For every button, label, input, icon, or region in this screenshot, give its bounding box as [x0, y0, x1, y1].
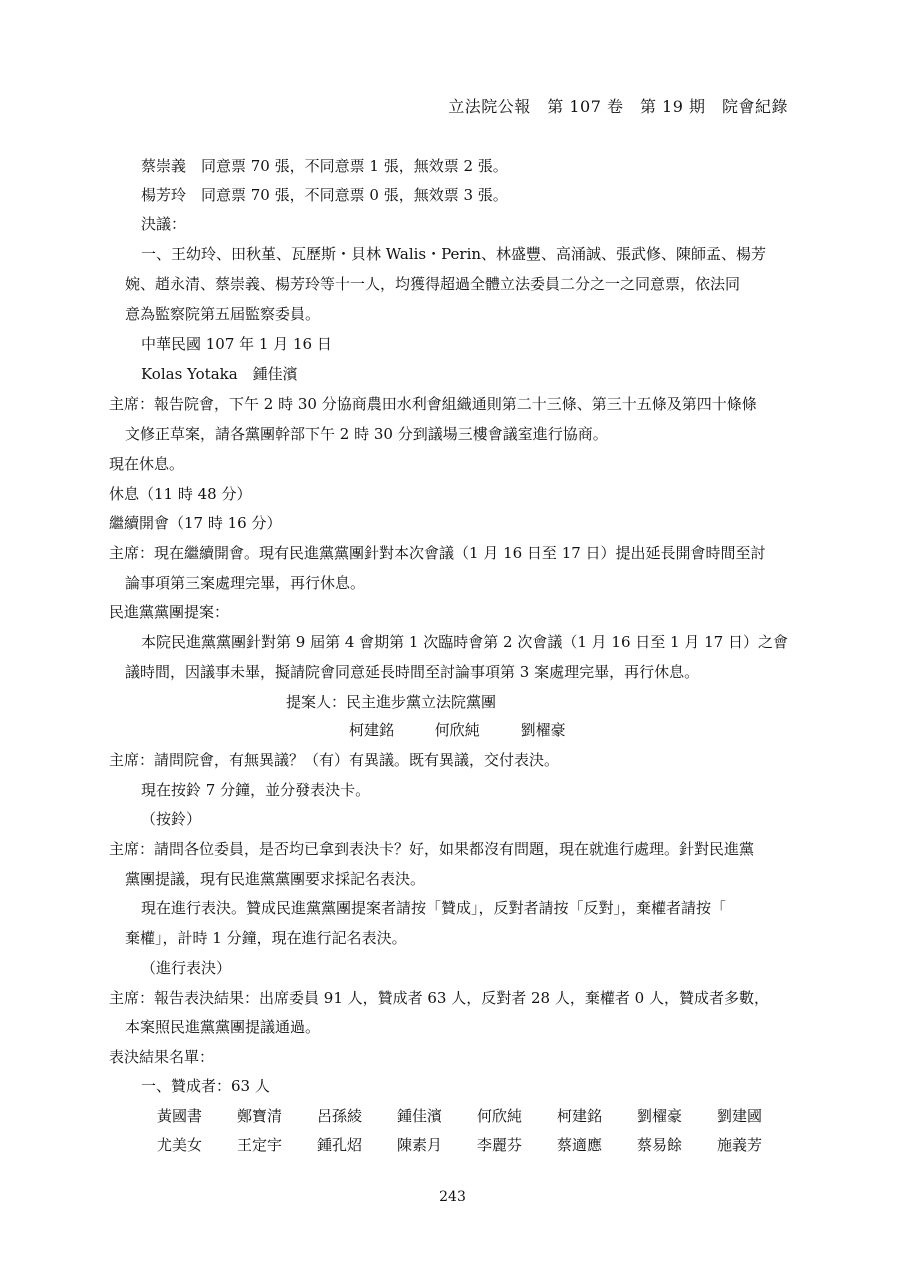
voter-name: 施義芳: [717, 1136, 763, 1154]
resolution-line-1: 一、王幼玲、田秋堇、瓦歷斯・貝林 Walis・Perin、林盛豐、高涌誠、張武修、陳師孟、楊芳: [141, 245, 767, 263]
vote-instruction-1: 現在進行表決。贊成民進黨黨團提案者請按「贊成」，反對者請按「反對」，棄權者請按「: [141, 899, 727, 917]
voter-name: 尤美女: [157, 1136, 203, 1154]
result-list-label: 表決結果名單：: [109, 1048, 215, 1066]
proposer-name: 柯建銘: [349, 721, 395, 739]
resume-time: 繼續開會（17 時 16 分）: [109, 514, 282, 532]
voter-name: 李麗芬: [477, 1136, 523, 1154]
vote-instruction-2: 棄權」，計時 1 分鐘，現在進行記名表決。: [125, 929, 407, 947]
voter-name: 王定宇: [237, 1136, 283, 1154]
yes-voters-label: 一、贊成者：63 人: [141, 1077, 270, 1095]
vote-result-tsai: 蔡崇義 同意票 70 張，不同意票 1 張，無效票 2 張。: [141, 157, 508, 175]
resolution-line-2: 婉、趙永清、蔡崇義、楊芳玲等十一人，均獲得超過全體立法委員二分之一之同意票，依法同: [125, 275, 741, 293]
recess-now: 現在休息。: [109, 455, 185, 473]
voter-name: 呂孫綾: [317, 1107, 363, 1125]
yes-voters-row: [157, 1135, 797, 1155]
proposal-line-1: 本院民進黨黨團針對第 9 屆第 4 會期第 1 次臨時會第 2 次會議（1 月 16 日至 1 月 17 日）之會: [141, 633, 788, 651]
resolution-date: 中華民國 107 年 1 月 16 日: [141, 335, 332, 353]
voter-name: 劉建國: [717, 1107, 763, 1125]
proposer-name: 劉櫂豪: [520, 721, 566, 739]
chair-statement-1b: 文修正草案，請各黨團幹部下午 2 時 30 分到議場三樓會議室進行協商。: [125, 425, 608, 443]
voter-name: 黃國書: [157, 1107, 203, 1125]
voter-name: 蔡適應: [557, 1136, 603, 1154]
chair-statement-5b: 本案照民進黨黨團提議通過。: [125, 1018, 321, 1036]
page-header: 立法院公報 第 107 卷 第 19 期 院會紀錄: [448, 97, 788, 116]
chair-statement-2a: 主席：現在繼續開會。現有民進黨黨團針對本次會議（1 月 16 日至 17 日）提出延長開會時間至討: [109, 544, 766, 562]
voter-name: 鍾孔炤: [317, 1136, 363, 1154]
proposer: 提案人：民主進步黨立法院黨團: [286, 693, 497, 711]
chair-statement-3: 主席：請問院會，有無異議？（有）有異議。既有異議，交付表決。: [109, 751, 560, 769]
chair-statement-4a: 主席：請問各位委員，是否均已拿到表決卡？好，如果都沒有問題，現在就進行處理。針對民進黨: [109, 840, 755, 858]
bell-instruction: 現在按鈴 7 分鐘，並分發表決卡。: [141, 781, 371, 799]
chair-statement-1a: 主席：報告院會，下午 2 時 30 分協商農田水利會組織通則第二十三條、第三十五條及第四十條條: [109, 395, 757, 413]
proposer-name: 何欣純: [434, 721, 480, 739]
chair-statement-5a: 主席：報告表決結果：出席委員 91 人，贊成者 63 人，反對者 28 人，棄權者 0 人，贊成者多數，: [109, 989, 769, 1007]
voter-name: 陳素月: [397, 1136, 443, 1154]
voter-name: 劉櫂豪: [637, 1107, 683, 1125]
chair-statement-2b: 論事項第三案處理完畢，再行休息。: [125, 574, 366, 592]
voter-name: 鄭寶清: [237, 1107, 283, 1125]
voter-name: 蔡易餘: [637, 1136, 683, 1154]
voter-name: 何欣純: [477, 1107, 523, 1125]
dpp-proposal-label: 民進黨黨團提案：: [109, 603, 230, 621]
resolution-line-3: 意為監察院第五屆監察委員。: [125, 305, 321, 323]
resolution-label: 決議：: [141, 215, 187, 233]
bell-note: （按鈴）: [141, 810, 202, 828]
resolution-signers: Kolas Yotaka 鍾佳濱: [141, 365, 298, 383]
yes-voters-row: [157, 1106, 797, 1126]
page-number: 243: [439, 1189, 466, 1205]
voter-name: 鍾佳濱: [397, 1107, 443, 1125]
chair-statement-4b: 黨團提議，現有民進黨黨團要求採記名表決。: [125, 870, 426, 888]
voter-name: 柯建銘: [557, 1107, 603, 1125]
vote-result-yang: 楊芳玲 同意票 70 張，不同意票 0 張，無效票 3 張。: [141, 186, 508, 204]
proposer-names: [349, 720, 602, 740]
voting-note: （進行表決）: [141, 959, 232, 977]
proposal-line-2: 議時間，因議事未畢，擬請院會同意延長時間至討論事項第 3 案處理完畢，再行休息。: [125, 663, 700, 681]
recess-time: 休息（11 時 48 分）: [109, 485, 252, 503]
